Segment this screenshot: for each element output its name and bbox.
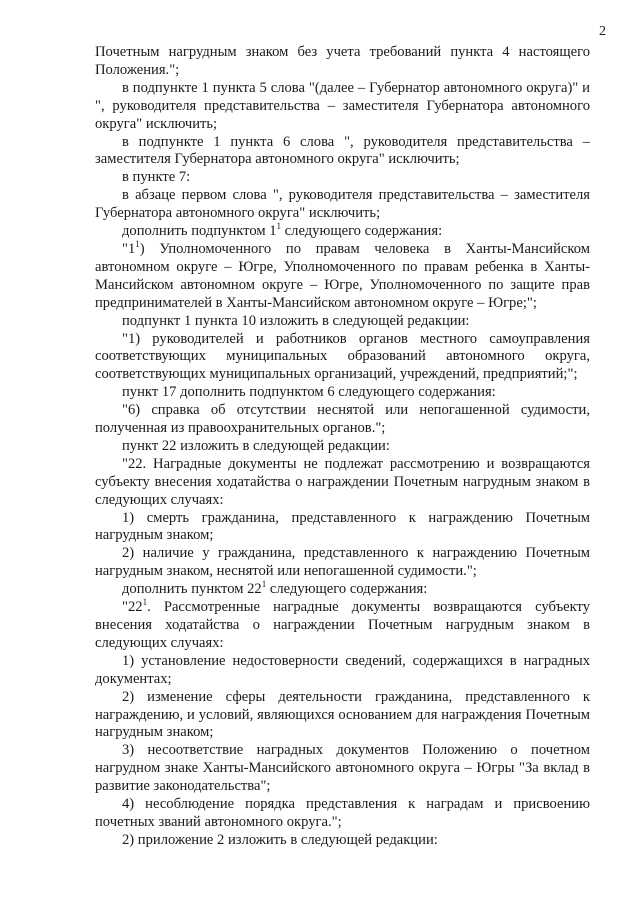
paragraph: пункт 22 изложить в следующей редакции: bbox=[122, 437, 390, 454]
paragraph: "22. Наградные документы не подлежат рассмотрению и возвращаются субъекту внесения ходатайства о награждении Почетным нагрудным знаком в следующих случаях: bbox=[95, 455, 590, 508]
paragraph: подпункт 1 пункта 10 изложить в следующей редакции: bbox=[122, 312, 470, 329]
paragraph: в абзаце первом слова ", руководителя представительства – заместителя Губернатора автономного округа" исключить; bbox=[95, 187, 590, 222]
paragraph-text: дополнить пунктом 22 bbox=[122, 581, 262, 598]
paragraph: 2) изменение сферы деятельности гражданина, представленного к награждению, и условий, являющихся основанием для награждения Почетным нагрудным знаком; bbox=[95, 688, 590, 741]
page-number: 2 bbox=[599, 24, 606, 39]
paragraph: 3) несоответствие наградных документов Положению о почетном нагрудном знаке Ханты-Мансийского автономного округа – Югры "За вклад в развитие законодательства"; bbox=[95, 742, 590, 795]
paragraph bbox=[95, 223, 590, 241]
paragraph: 1) смерть гражданина, представленного к награждению Почетным нагрудным знаком; bbox=[95, 509, 590, 544]
paragraph-text: "1 bbox=[122, 240, 136, 257]
paragraph bbox=[95, 581, 590, 599]
paragraph: 4) несоблюдение порядка представления к наградам и присвоению почетных званий автономного округа."; bbox=[95, 796, 590, 830]
superscript: 1 bbox=[135, 239, 140, 250]
superscript: 1 bbox=[276, 221, 282, 232]
paragraph-text: следующего содержания: bbox=[266, 581, 428, 598]
paragraph-text: . Рассмотренные наградные документы возвращаются субъекту внесения ходатайства о награждении Почетным нагрудным знаком в следующих случаях: bbox=[95, 599, 590, 651]
paragraph-text: дополнить подпунктом 1 bbox=[122, 223, 277, 240]
paragraph-text: ) Уполномоченного по правам человека в Ханты-Мансийском автономном округе – Югре, Уполномоченного по правам ребенка в Ханты-Мансийском автономном округе – Югре, Уполномоченного по защите прав предпринимателей в Ханты-Мансийском автономном округе – Югре;"; bbox=[95, 240, 590, 311]
paragraph: в подпункте 1 пункта 6 слова ", руководителя представительства – заместителя Губернатора автономного округа" исключить; bbox=[95, 133, 590, 168]
paragraph: Почетным нагрудным знаком без учета требований пункта 4 настоящего Положения."; bbox=[95, 44, 590, 78]
paragraph bbox=[95, 599, 590, 653]
paragraph bbox=[95, 241, 590, 313]
paragraph: в пункте 7: bbox=[122, 169, 191, 186]
paragraph-text: "22 bbox=[122, 599, 143, 616]
paragraph: 2) приложение 2 изложить в следующей редакции: bbox=[122, 831, 438, 848]
paragraph: "1) руководителей и работников органов местного самоуправления соответствующих муниципальных образований автономного округа, соответствующих муниципальных организаций, учреждений, предприятий;"; bbox=[95, 330, 590, 383]
paragraph: пункт 17 дополнить подпунктом 6 следующего содержания: bbox=[122, 384, 496, 401]
paragraph: в подпункте 1 пункта 5 слова "(далее – Губернатор автономного округа)" и ", руководителя представительства – заместителя Губернатора автономного округа" исключить; bbox=[95, 79, 590, 132]
paragraph: 1) установление недостоверности сведений, содержащихся в наградных документах; bbox=[95, 652, 590, 687]
superscript: 1 bbox=[261, 579, 267, 590]
paragraph-text: следующего содержания: bbox=[281, 223, 443, 240]
paragraph: 2) наличие у гражданина, представленного к награждению Почетным нагрудным знаком, неснятой или непогашенной судимости."; bbox=[95, 545, 590, 580]
paragraph: "6) справка об отсутствии неснятой или непогашенной судимости, полученная из правоохранительных органов."; bbox=[95, 402, 590, 437]
superscript: 1 bbox=[142, 597, 148, 608]
document-body bbox=[95, 44, 590, 850]
